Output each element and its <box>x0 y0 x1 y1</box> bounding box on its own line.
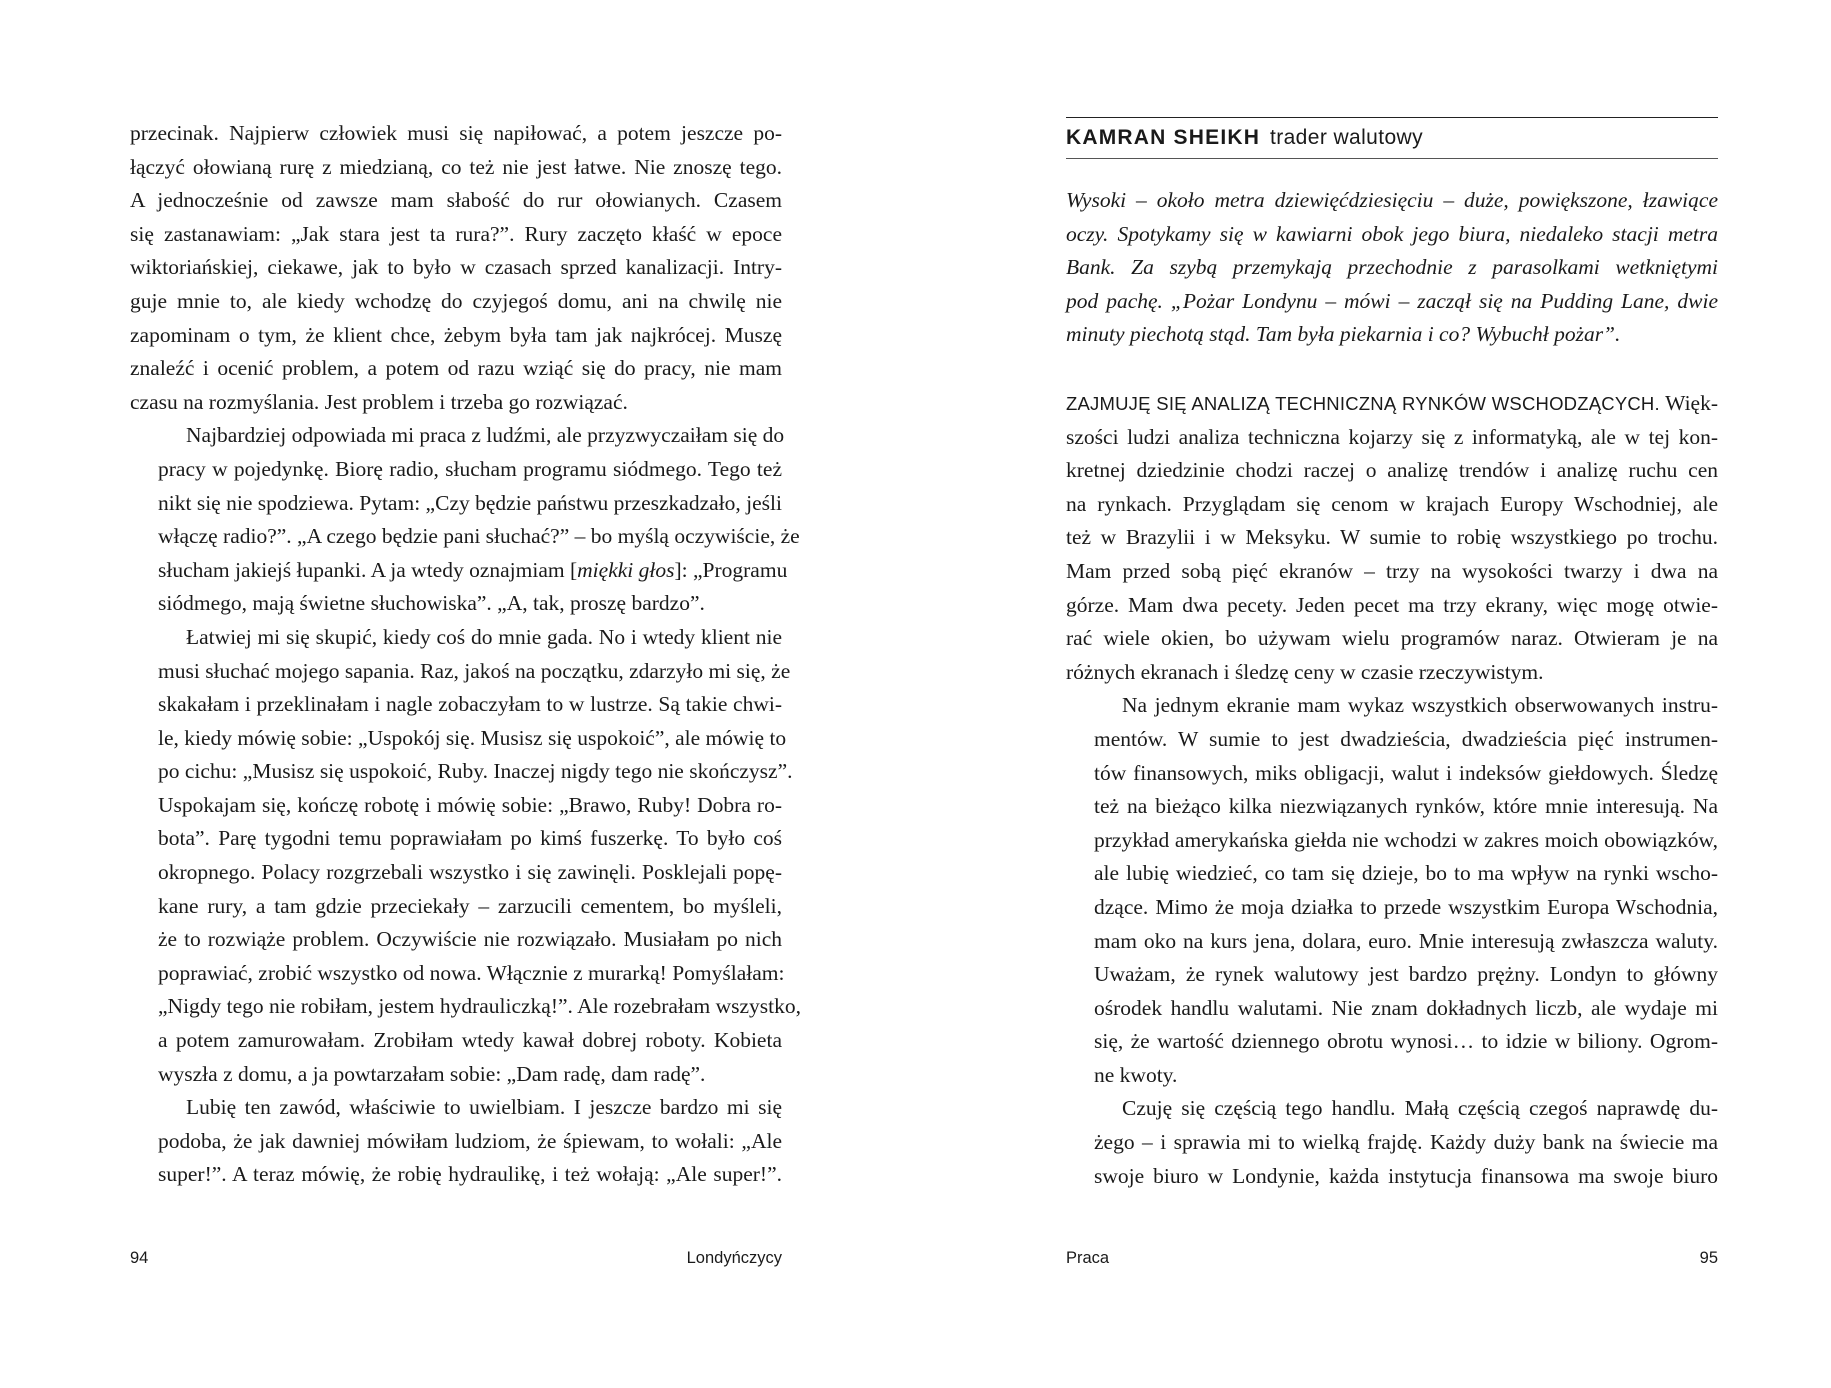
page-number: 95 <box>1699 1249 1718 1267</box>
text-line: różnych ekranach i śledzę ceny w czasie rzeczywistym. <box>1066 659 1544 684</box>
interviewee-role: trader walutowy <box>1269 126 1424 149</box>
text-line: szości ludzi analiza techniczna kojarzy się z informatyką, ale w tej kon- <box>1066 424 1718 449</box>
text-line: górze. Mam dwa pecety. Jeden pecet ma trzy ekrany, więc mogę otwie- <box>1066 592 1718 617</box>
text-line: ne kwoty. <box>1094 1062 1178 1087</box>
text-line: okropnego. Polacy rozgrzebali wszystko i się zawinęli. Posklejali popę- <box>158 860 782 885</box>
text-line: żego – i sprawia mi to wielką frajdę. Każdy duży bank na świecie ma <box>1094 1130 1718 1155</box>
text-line: dzące. Mimo że moja działka to przede wszystkim Europa Wschodnia, <box>1094 894 1718 919</box>
text-line: pod pachę. „Pożar Londynu – mówi – zaczął się na Pudding Lane, dwie <box>1066 288 1718 313</box>
running-title: Londyńczycy <box>686 1249 782 1267</box>
text-line: musi słuchać mojego sapania. Raz, jakoś na początku, zdarzyło mi się, że <box>158 658 791 683</box>
text-line: wiktoriańskiej, ciekawe, jak to było w czasach sprzed kanalizacji. Intry- <box>130 255 782 280</box>
paragraph <box>130 117 782 419</box>
text-line: oczy. Spotykamy się w kawiarni obok jego biura, niedaleko stacji metra <box>1066 221 1718 246</box>
text-line: się, że wartość dziennego obrotu wynosi… to idzie w biliony. Ogrom- <box>1094 1029 1718 1054</box>
paragraph <box>1066 1092 1718 1193</box>
text-line: Wysoki – około metra dziewięćdziesięciu – duże, powiększone, łzawiące <box>1066 188 1718 212</box>
text-line: rać wiele okien, bo używam wielu programów naraz. Otwieram je na <box>1066 626 1718 651</box>
paragraph <box>130 621 801 1091</box>
text-line: skakałam i przeklinałam i nagle zobaczyłam to w lustrze. Są takie chwi- <box>158 692 782 717</box>
text-line: Łatwiej mi się skupić, kiedy coś do mnie gada. No i wtedy klient nie <box>186 624 782 649</box>
text-line: swoje biuro w Londynie, każda instytucja finansowa ma swoje biuro <box>1094 1163 1718 1188</box>
text-line: ośrodek handlu walutami. Nie znam dokładnych liczb, ale wydaje mi <box>1094 995 1718 1020</box>
running-title: Praca <box>1066 1249 1110 1267</box>
text-line: guje mnie to, ale kiedy wchodzę do czyjegoś domu, ani na chwilę nie <box>130 288 782 313</box>
text-line: poprawiać, zrobić wszystko od nowa. Włącznie z murarką! Pomyślałam: <box>158 960 785 985</box>
right-folio <box>1066 1249 1718 1268</box>
text-span: ]: „Programu <box>674 557 788 582</box>
page-number: 94 <box>130 1249 149 1267</box>
text-line: bota”. Parę tygodni temu poprawiałam po kimś fuszerkę. To było coś <box>158 826 782 851</box>
intro-paragraph <box>1066 184 1718 352</box>
text-line: przykład amerykańska giełda nie wchodzi w zakres moich obowiązków, <box>1094 827 1718 852</box>
chapter-header <box>1066 125 1423 151</box>
text-line: Czuję się częścią tego handlu. Małą częścią czegoś naprawdę du- <box>1122 1096 1718 1121</box>
text-line: zapominam o tym, że klient chce, żebym była tam jak najkrócej. Muszę <box>130 322 782 347</box>
right-text-body <box>1066 387 1718 1193</box>
paragraph <box>130 1091 782 1192</box>
text-line: znaleźć i ocenić problem, a potem od razu wziąć się do pracy, nie mam <box>130 356 782 381</box>
text-line: po cichu: „Musisz się uspokoić, Ruby. Inaczej nigdy tego nie skończysz”. <box>158 759 793 784</box>
left-text-body <box>130 117 801 1192</box>
left-folio <box>130 1249 782 1268</box>
text-span: Więk- <box>1659 391 1718 415</box>
text-line: łączyć ołowianą rurę z miedzianą, co też nie jest łatwe. Nie znoszę tego. <box>130 154 782 179</box>
text-line: wyszła z domu, a ja powtarzałam sobie: „Dam radę, dam radę”. <box>158 1061 706 1086</box>
text-line: „Nigdy tego nie robiłam, jestem hydrauliczką!”. Ale rozebrałam wszystko, <box>158 994 801 1019</box>
text-line: też na bieżąco kilka niezwiązanych rynków, które mnie interesują. Na <box>1094 794 1718 819</box>
text-line: kane rury, a tam gdzie przeciekały – zarzucili cementem, bo myśleli, <box>158 893 782 918</box>
text-line: też w Brazylii i w Meksyku. W sumie to robię wszystkiego po trochu. <box>1066 525 1718 550</box>
text-line: a potem zamurowałam. Zrobiłam wtedy kawał dobrej roboty. Kobieta <box>158 1028 782 1053</box>
text-span: słucham jakiejś łupanki. A ja wtedy oznajmiam [ <box>158 557 578 582</box>
paragraph <box>1066 387 1718 689</box>
paragraph <box>1066 689 1718 1092</box>
text-line: mam oko na kurs jena, dolara, euro. Mnie interesują zwłaszcza waluty. <box>1094 928 1718 953</box>
text-line: na rynkach. Przyglądam się cenom w krajach Europy Wschodniej, ale <box>1066 491 1718 516</box>
text-line: kretnej dziedzinie chodzi raczej o analizę trendów i analizę ruchu cen <box>1066 458 1718 483</box>
header-rule-bottom <box>1066 158 1718 159</box>
interviewee-name: KAMRAN SHEIKH <box>1066 126 1261 149</box>
text-line: mentów. W sumie to jest dwadzieścia, dwadzieścia pięć instrumen- <box>1094 726 1718 751</box>
text-line: Mam przed sobą pięć ekranów – trzy na wysokości twarzy i dwa na <box>1066 558 1718 583</box>
text-line-with-italic <box>130 554 788 588</box>
text-line: przecinak. Najpierw człowiek musi się napiłować, a potem jeszcze po- <box>130 121 782 145</box>
text-line: minuty piechotą stąd. Tam była piekarnia i co? Wybuchł pożar”. <box>1066 322 1621 347</box>
text-line: Na jednym ekranie mam wykaz wszystkich obserwowanych instru- <box>1122 693 1718 718</box>
text-line: siódmego, mają świetne słuchowiska”. „A, tak, proszę bardzo”. <box>158 591 705 616</box>
paragraph <box>130 419 800 621</box>
italic-aside: miękki głos <box>577 557 675 582</box>
text-line: nikt się nie spodziewa. Pytam: „Czy będzie państwu przeszkadzało, jeśli <box>158 490 782 515</box>
text-line: Uważam, że rynek walutowy jest bardzo prężny. Londyn to główny <box>1094 962 1718 987</box>
text-line: Uspokajam się, kończę robotę i mówię sobie: „Brawo, Ruby! Dobra ro- <box>158 792 782 817</box>
text-line: podoba, że jak dawniej mówiłam ludziom, że śpiewam, to wołali: „Ale <box>158 1128 782 1153</box>
text-line: super!”. A teraz mówię, że robię hydraulikę, i też wołają: „Ale super!”. <box>158 1162 782 1187</box>
text-line: Lubię ten zawód, właściwie to uwielbiam. I jeszcze bardzo mi się <box>186 1095 782 1120</box>
text-line: pracy w pojedynkę. Biorę radio, słucham programu siódmego. Tego też <box>158 456 782 481</box>
text-line-with-lead <box>1066 387 1718 421</box>
text-line: Bank. Za szybą przemykają przechodnie z parasolkami wetkniętymi <box>1066 255 1718 280</box>
text-line: czasu na rozmyślania. Jest problem i trzeba go rozwiązać. <box>130 389 628 414</box>
text-line: tów finansowych, miks obligacji, walut i indeksów giełdowych. Śledzę <box>1094 760 1718 785</box>
text-line: le, kiedy mówię sobie: „Uspokój się. Musisz się uspokoić”, ale mówię to <box>158 725 787 750</box>
text-line: A jednocześnie od zawsze mam słabość do rur ołowianych. Czasem <box>130 188 782 213</box>
text-line: włączę radio?”. „A czego będzie pani słuchać?” – bo myślą oczywiście, że <box>158 524 800 549</box>
text-line: ale lubię wiedzieć, co tam się dzieje, bo to ma wpływ na rynki wscho- <box>1094 861 1718 886</box>
text-line: że to rozwiąże problem. Oczywiście nie rozwiązało. Musiałam po nich <box>158 927 782 952</box>
lead-in: ZAJMUJĘ SIĘ ANALIZĄ TECHNICZNĄ RYNKÓW WSCHODZĄCYCH. <box>1066 393 1660 414</box>
header-rule-top <box>1066 117 1718 118</box>
text-line: się zastanawiam: „Jak stara jest ta rura?”. Rury zaczęto kłaść w epoce <box>130 221 782 246</box>
text-line: Najbardziej odpowiada mi praca z ludźmi, ale przyzwyczaiłam się do <box>186 423 785 448</box>
